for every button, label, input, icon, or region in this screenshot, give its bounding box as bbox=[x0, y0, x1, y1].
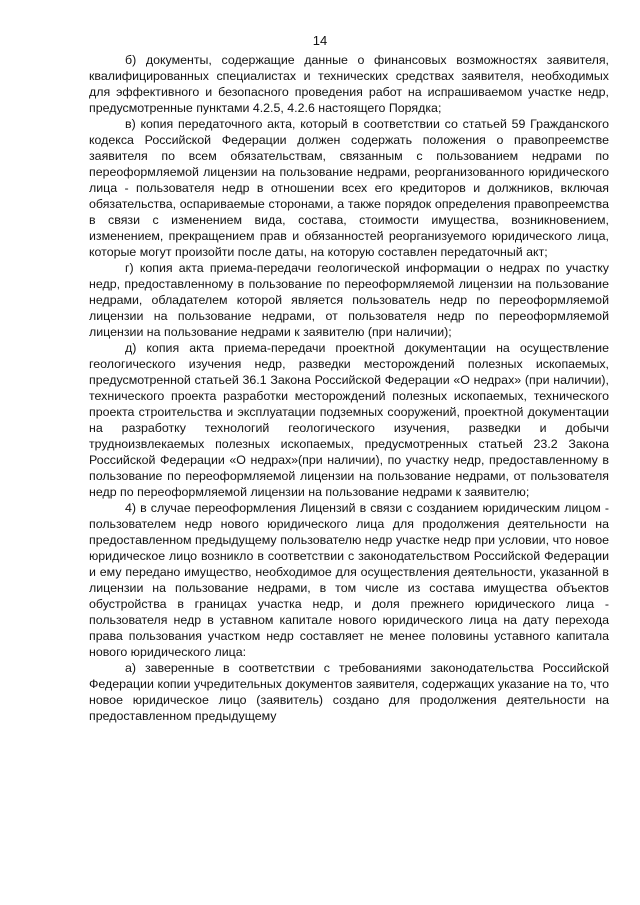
paragraph-d-project-documentation-act: д) копия акта приема-передачи проектной документации на осуществление геологического изучения недр, разведки месторождений полезных ископаемых, предусмотренной статьей 36.1 Закона Российской Федерации «О недрах» (при наличии), технического проекта разработки месторождений полезных ископаемых, технического проекта строительства и эксплуатации подземных сооружений, проектной документации на разработку технологий геологического изучения, разведки и добычи трудноизвлекаемых полезных ископаемых, предусмотренных статьей 23.2 Закона Российской Федерации «О недрах»(при наличии), по участку недр, предоставленному в пользование по переоформляемой лицензии на пользование недрами, от пользователя недр по переоформляемой лицензии на пользование недрами к заявителю; bbox=[89, 341, 609, 499]
page-number: 14 bbox=[312, 33, 328, 48]
paragraph-g-geological-info-act: г) копия акта приема-передачи геологической информации о недрах по участку недр, предоставленному в пользование по переоформляемой лицензии на пользование недрами, обладателем которой является пользователь недр по переоформляемой лицензии на пользование недрами, от пользователя недр по переоформляемой лицензии на пользование недрами к заявителю (при наличии); bbox=[89, 261, 609, 339]
paragraph-b-financial-documents: б) документы, содержащие данные о финансовых возможностях заявителя, квалифицированных специалистах и технических средствах заявителя, необходимых для эффективного и безопасного проведения работ на испрашиваемом участке недр, предусмотренные пунктами 4.2.5, 4.2.6 настоящего Порядка; bbox=[89, 53, 609, 115]
paragraph-4-new-legal-entity: 4) в случае переоформления Лицензий в связи с созданием юридическим лицом - пользователем недр нового юридического лица для продолжения деятельности на предоставленном предыдущему пользователю недр участке недр при условии, что новое юридическое лицо возникло в соответствии с законодательством Российской Федерации и ему передано имущество, необходимое для осуществления деятельности, указанной в лицензии на пользование недрами, в том числе из состава имущества объектов обустройства в границах участка недр, и доля прежнего юридического лица - пользователя недр в уставном капитале нового юридического лица на дату перехода права пользования участком недр составляет не менее половины уставного капитала нового юридического лица: bbox=[89, 501, 609, 659]
paragraph-v-transfer-act: в) копия передаточного акта, который в соответствии со статьей 59 Гражданского кодекса Российской Федерации должен содержать положения о правопреемстве заявителя по всем обязательствам, связанным с пользованием недрами по переоформляемой лицензии на пользование недрами, реорганизованного юридического лица - пользователя недр в отношении всех его кредиторов и должников, включая обязательства, оспариваемые сторонами, а также порядок определения правопреемства в связи с изменением вида, состава, стоимости имущества, возникновением, изменением, прекращением прав и обязанностей реорганизуемого юридического лица, которые могут произойти после даты, на которую составлен передаточный акт; bbox=[89, 117, 609, 259]
paragraph-a-founding-documents: а) заверенные в соответствии с требованиями законодательства Российской Федерации копии учредительных документов заявителя, содержащих указание на то, что новое юридическое лицо (заявитель) создано для продолжения деятельности на предоставленном предыдущему bbox=[89, 661, 609, 723]
document-body bbox=[89, 52, 609, 724]
